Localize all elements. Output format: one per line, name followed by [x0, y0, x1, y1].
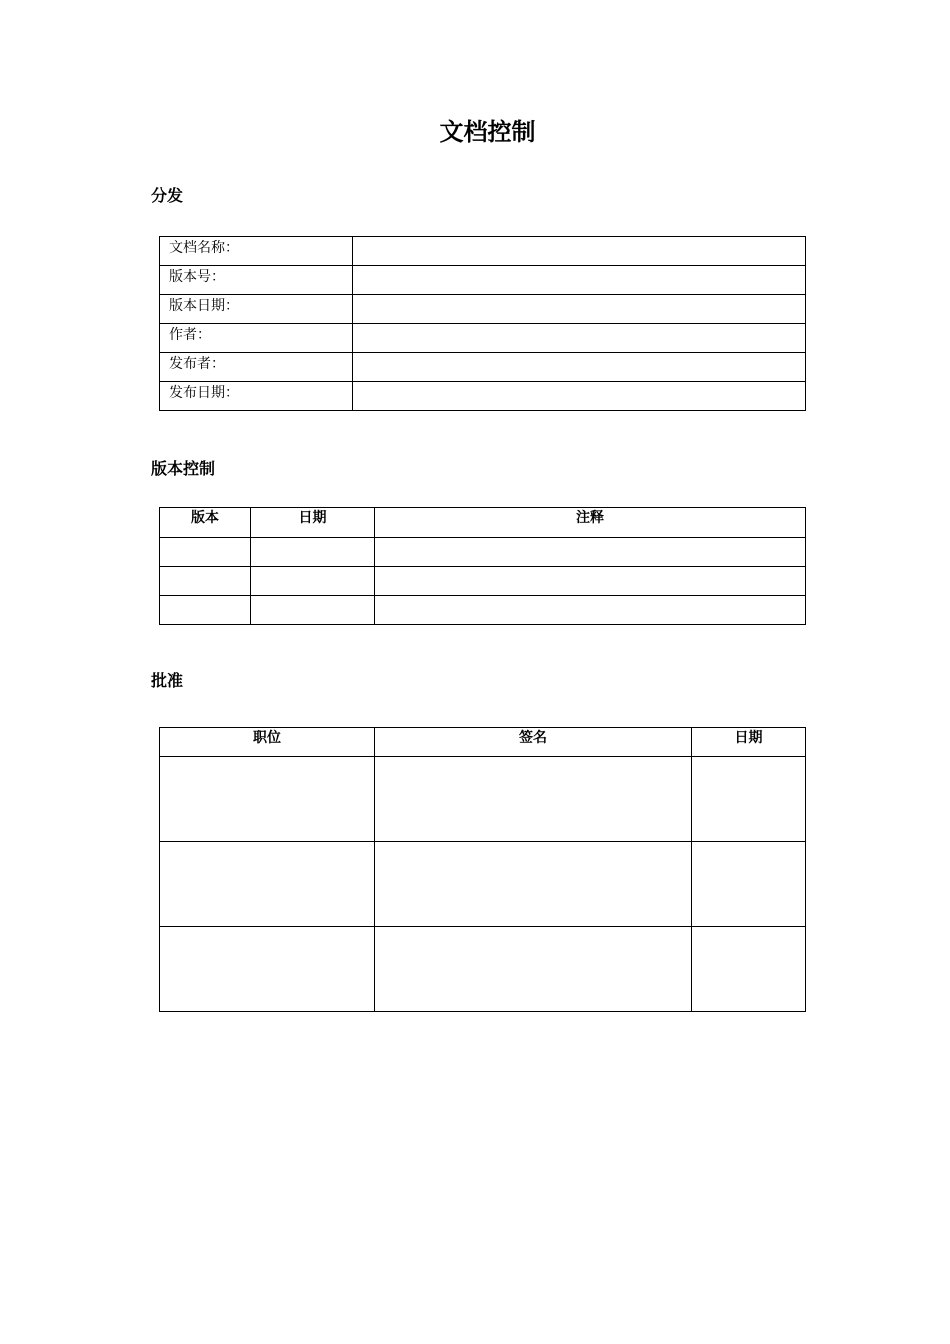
notes-cell[interactable] [375, 538, 806, 567]
version-control-table [159, 507, 806, 625]
approval-heading: 批准 [151, 671, 184, 690]
notes-cell[interactable] [375, 567, 806, 596]
position-cell[interactable] [160, 842, 375, 927]
distribution-label-version-date: 版本日期： [160, 295, 353, 324]
date-cell[interactable] [692, 757, 806, 842]
table-header-row [160, 728, 806, 757]
version-cell[interactable] [160, 596, 251, 625]
date-cell[interactable] [692, 842, 806, 927]
signature-cell[interactable] [375, 757, 692, 842]
notes-cell[interactable] [375, 596, 806, 625]
column-header-notes: 注释 [375, 508, 806, 538]
column-header-signature: 签名 [375, 728, 692, 757]
table-row [160, 567, 806, 596]
distribution-label-version-number: 版本号： [160, 266, 353, 295]
table-row [160, 324, 806, 353]
signature-cell[interactable] [375, 842, 692, 927]
column-header-version: 版本 [160, 508, 251, 538]
version-control-heading: 版本控制 [151, 459, 216, 478]
table-row [160, 237, 806, 266]
table-row [160, 382, 806, 411]
distribution-label-doc-name: 文档名称： [160, 237, 353, 266]
distribution-heading: 分发 [151, 186, 184, 205]
date-cell[interactable] [251, 596, 375, 625]
position-cell[interactable] [160, 757, 375, 842]
distribution-value-publish-date[interactable] [353, 382, 806, 411]
table-row [160, 927, 806, 1012]
column-header-position: 职位 [160, 728, 375, 757]
distribution-value-publisher[interactable] [353, 353, 806, 382]
position-cell[interactable] [160, 927, 375, 1012]
version-cell[interactable] [160, 538, 251, 567]
document-title: 文档控制 [439, 118, 536, 146]
date-cell[interactable] [692, 927, 806, 1012]
table-row [160, 353, 806, 382]
distribution-value-version-number[interactable] [353, 266, 806, 295]
table-row [160, 757, 806, 842]
date-cell[interactable] [251, 538, 375, 567]
signature-cell[interactable] [375, 927, 692, 1012]
table-row [160, 596, 806, 625]
distribution-value-author[interactable] [353, 324, 806, 353]
table-row [160, 842, 806, 927]
version-cell[interactable] [160, 567, 251, 596]
column-header-date: 日期 [692, 728, 806, 757]
table-row [160, 295, 806, 324]
approval-table [159, 727, 806, 1012]
distribution-label-publisher: 发布者： [160, 353, 353, 382]
distribution-table [159, 236, 806, 411]
distribution-label-publish-date: 发布日期： [160, 382, 353, 411]
distribution-label-author: 作者： [160, 324, 353, 353]
table-row [160, 538, 806, 567]
date-cell[interactable] [251, 567, 375, 596]
distribution-value-doc-name[interactable] [353, 237, 806, 266]
column-header-date: 日期 [251, 508, 375, 538]
distribution-value-version-date[interactable] [353, 295, 806, 324]
table-header-row [160, 508, 806, 538]
table-row [160, 266, 806, 295]
